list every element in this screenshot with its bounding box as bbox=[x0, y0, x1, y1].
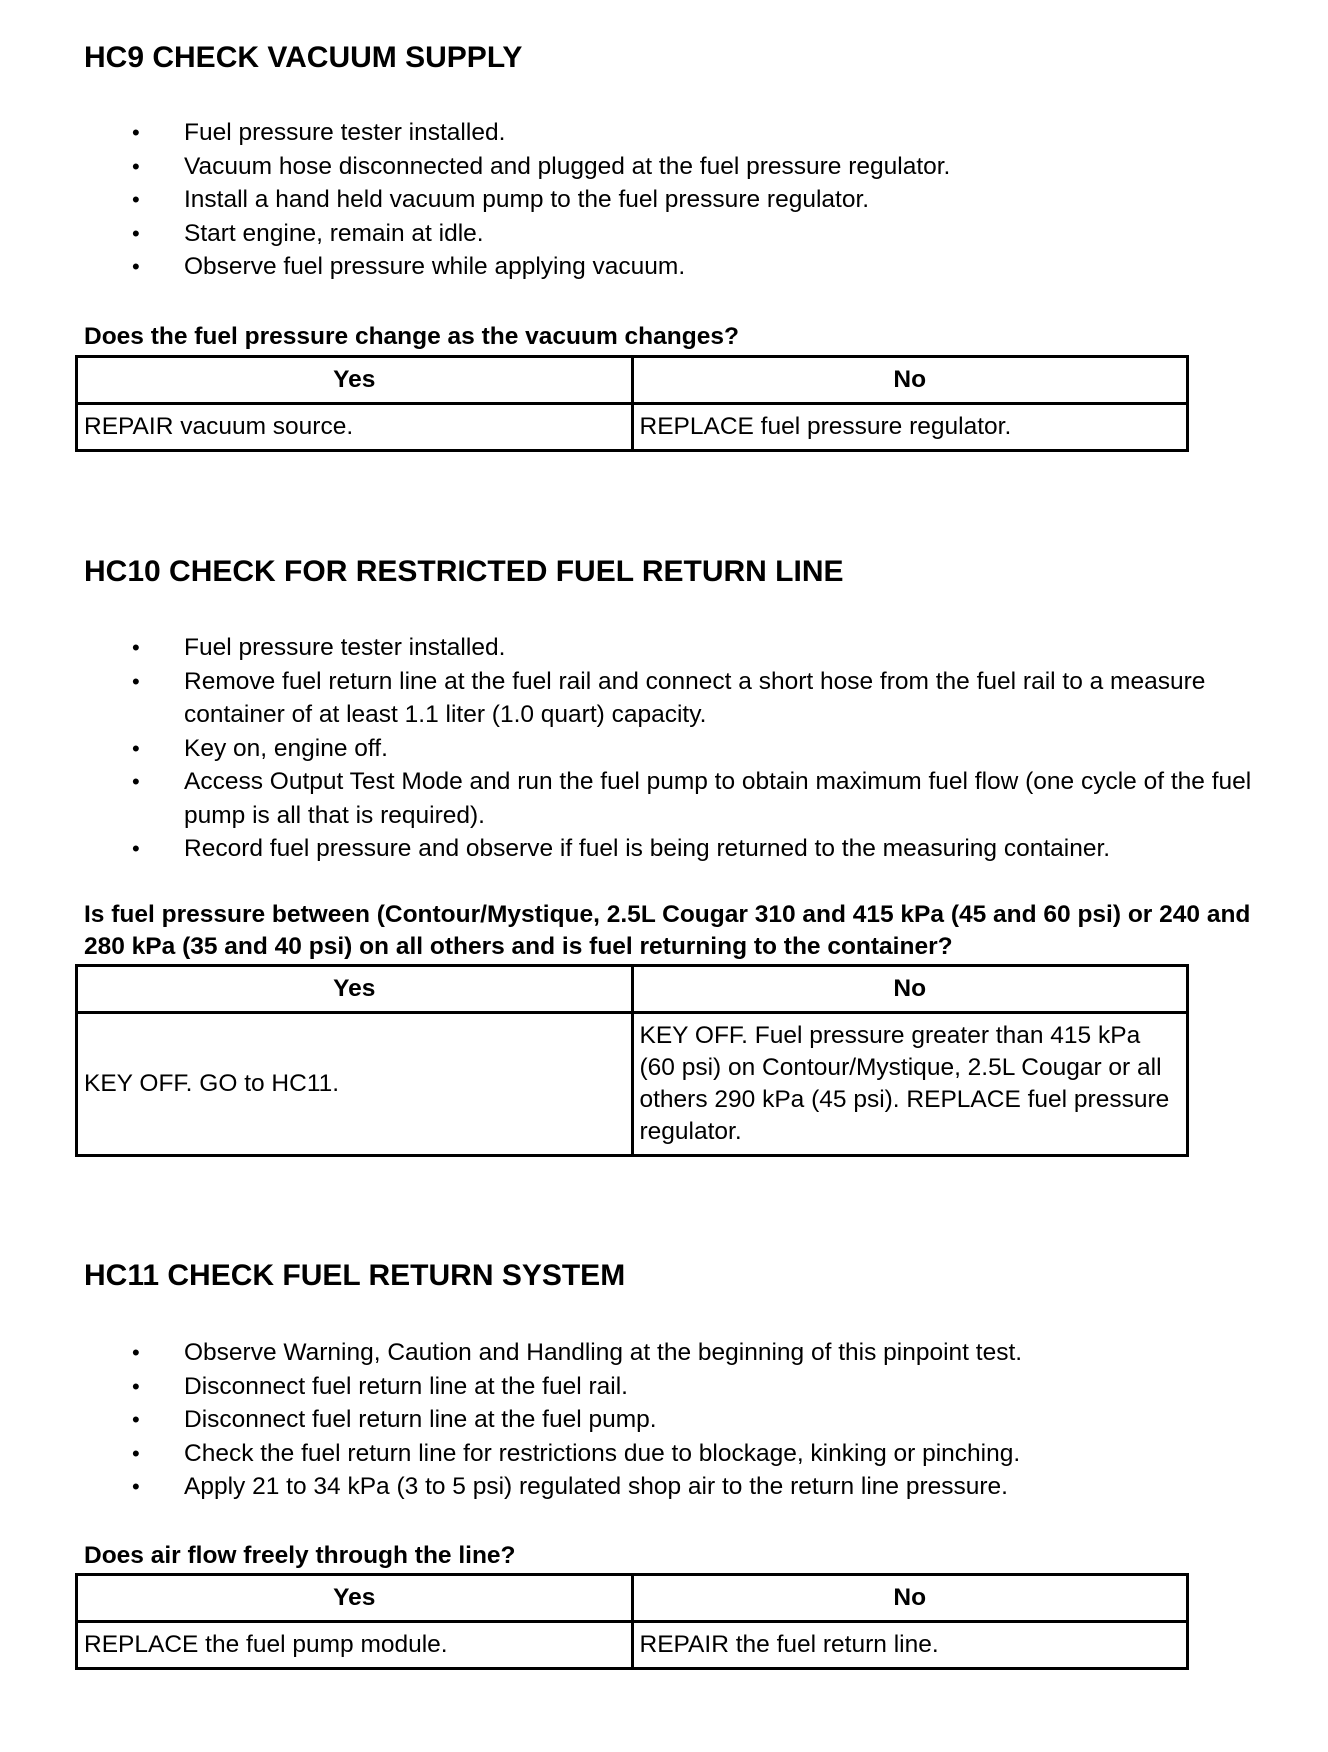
list-item: • Observe fuel pressure while applying vacuum. bbox=[0, 250, 1284, 284]
yes-header: Yes bbox=[77, 357, 633, 404]
section-title: HC11 CHECK FUEL RETURN SYSTEM bbox=[84, 1259, 626, 1292]
no-header: No bbox=[632, 1575, 1188, 1622]
list-item: • Key on, engine off. bbox=[0, 732, 1284, 766]
step-list bbox=[0, 116, 1284, 284]
bullet-icon: • bbox=[132, 668, 140, 694]
yes-header: Yes bbox=[77, 1575, 633, 1622]
list-item: • Remove fuel return line at the fuel rail and connect a short hose from the fuel rail to a measure container of at least 1.1 liter (1.0 quart) capacity. bbox=[0, 665, 1284, 732]
bullet-icon: • bbox=[132, 1407, 140, 1432]
no-header: No bbox=[632, 966, 1188, 1013]
bullet-icon: • bbox=[132, 1373, 140, 1399]
list-item: • Record fuel pressure and observe if fuel is being returned to the measuring container. bbox=[0, 832, 1284, 866]
step-list bbox=[0, 1336, 1284, 1504]
list-item: • Fuel pressure tester installed. bbox=[0, 116, 1284, 150]
list-item: • Fuel pressure tester installed. bbox=[0, 631, 1284, 665]
bullet-icon: • bbox=[132, 1340, 140, 1365]
question: Is fuel pressure between (Contour/Mystique, 2.5L Cougar 310 and 415 kPa (45 and 60 psi) or 240 and 280 kPa (35 and 40 psi) on all others and is fuel returning to the container? bbox=[84, 901, 1251, 960]
bullet-icon: • bbox=[132, 1474, 140, 1499]
section-title: HC10 CHECK FOR RESTRICTED FUEL RETURN LINE bbox=[84, 555, 844, 588]
list-item: • Access Output Test Mode and run the fuel pump to obtain maximum fuel flow (one cycle of the fuel pump is all that is required). bbox=[0, 765, 1284, 832]
list-item: • Disconnect fuel return line at the fuel pump. bbox=[0, 1403, 1284, 1437]
no-cell: REPAIR the fuel return line. bbox=[632, 1622, 1188, 1669]
bullet-icon: • bbox=[132, 220, 140, 246]
question: Does air flow freely through the line? bbox=[84, 1542, 516, 1569]
no-cell: REPLACE fuel pressure regulator. bbox=[632, 404, 1188, 451]
list-item: • Start engine, remain at idle. bbox=[0, 217, 1284, 251]
yes-cell: REPLACE the fuel pump module. bbox=[77, 1622, 633, 1669]
bullet-icon: • bbox=[132, 120, 140, 145]
yes-cell: REPAIR vacuum source. bbox=[77, 404, 633, 451]
bullet-icon: • bbox=[132, 254, 140, 279]
list-item: • Check the fuel return line for restrictions due to blockage, kinking or pinching. bbox=[0, 1437, 1284, 1471]
bullet-icon: • bbox=[132, 836, 140, 861]
bullet-icon: • bbox=[132, 187, 140, 212]
bullet-icon: • bbox=[132, 153, 140, 179]
question: Does the fuel pressure change as the vacuum changes? bbox=[84, 323, 739, 350]
yes-no-table bbox=[75, 355, 1189, 452]
bullet-icon: • bbox=[132, 769, 140, 794]
section-title: HC9 CHECK VACUUM SUPPLY bbox=[84, 41, 523, 74]
bullet-icon: • bbox=[132, 735, 140, 761]
list-item: • Apply 21 to 34 kPa (3 to 5 psi) regulated shop air to the return line pressure. bbox=[0, 1470, 1284, 1504]
no-cell: KEY OFF. Fuel pressure greater than 415 kPa (60 psi) on Contour/Mystique, 2.5L Cougar or all others 290 kPa (45 psi). REPLACE fuel pressure regulator. bbox=[632, 1013, 1188, 1156]
yes-no-table bbox=[75, 964, 1189, 1157]
yes-cell: KEY OFF. GO to HC11. bbox=[77, 1013, 633, 1156]
list-item: • Vacuum hose disconnected and plugged at the fuel pressure regulator. bbox=[0, 150, 1284, 184]
list-item: • Install a hand held vacuum pump to the fuel pressure regulator. bbox=[0, 183, 1284, 217]
list-item: • Observe Warning, Caution and Handling at the beginning of this pinpoint test. bbox=[0, 1336, 1284, 1370]
no-header: No bbox=[632, 357, 1188, 404]
bullet-icon: • bbox=[132, 635, 140, 660]
list-item: • Disconnect fuel return line at the fuel rail. bbox=[0, 1370, 1284, 1404]
yes-no-table bbox=[75, 1573, 1189, 1670]
yes-header: Yes bbox=[77, 966, 633, 1013]
step-list bbox=[0, 631, 1284, 866]
bullet-icon: • bbox=[132, 1440, 140, 1466]
